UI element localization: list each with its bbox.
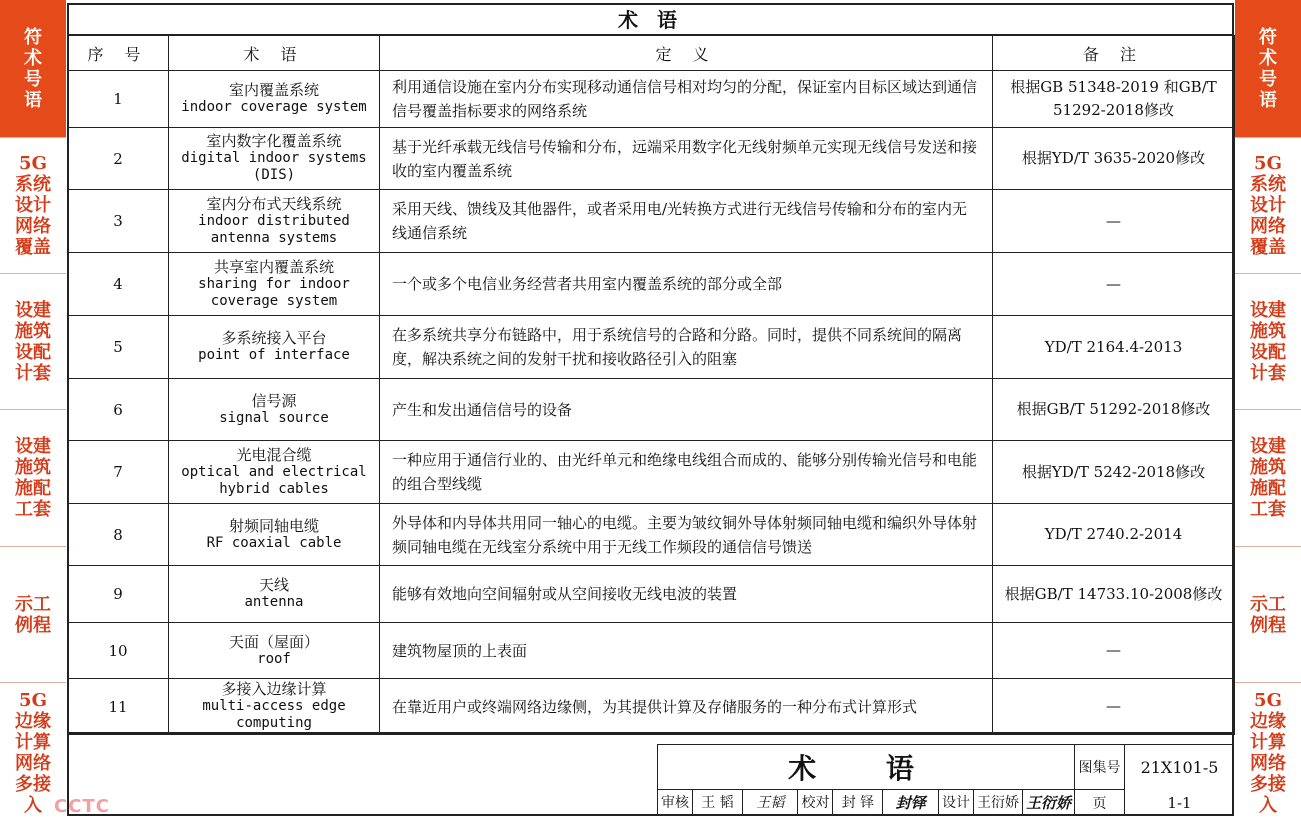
- side-tab-5g-mec[interactable]: 5G边缘计算网络多接入: [0, 682, 66, 823]
- header-note: 备 注: [993, 36, 1235, 71]
- side-tab-building-construction[interactable]: 设建施筑施配工套: [0, 409, 66, 546]
- cctc-watermark: CCTC: [54, 796, 110, 817]
- table-row: 3 室内分布式天线系统 indoor distributed antenna systems 采用天线、馈线及其他器件，或者采用电/光转换方式进行无线信号传输和分布的室内无线通信系统 —: [68, 190, 1235, 253]
- right-sidebar: [1235, 0, 1301, 823]
- side-tab-building-construction-right[interactable]: 设建施筑施配工套: [1235, 409, 1301, 546]
- table-row: 10 天面（屋面） roof 建筑物屋顶的上表面 —: [68, 623, 1235, 679]
- table-row: 8 射频同轴电缆 RF coaxial cable 外导体和内导体共用同一轴心的电缆。主要为皱纹铜外导体射频同轴电缆和编织外导体射频同轴电缆在无线室分系统中用于无线工作频段的通信信号馈送 YD/T 2740.2-2014: [68, 504, 1235, 566]
- page-label: 页: [1074, 790, 1124, 816]
- table-row: 4 共享室内覆盖系统 sharing for indoor coverage system 一个或多个电信业务经营者共用室内覆盖系统的部分或全部 —: [68, 253, 1235, 316]
- footer-divider: [67, 732, 1234, 734]
- signature-row: [657, 790, 1074, 816]
- review-name: 王 韬: [693, 790, 743, 816]
- side-tab-5g-coverage-right[interactable]: 5G系统设计网络覆盖: [1235, 137, 1301, 273]
- side-tab-terms[interactable]: 符术号语: [0, 0, 66, 137]
- title-block: [657, 744, 1234, 816]
- header-definition: 定 义: [380, 36, 993, 71]
- side-tab-examples-right[interactable]: 示工例程: [1235, 546, 1301, 682]
- design-name: 王衍娇: [974, 790, 1023, 816]
- design-label: 设计: [939, 790, 974, 816]
- table-row: 1 室内覆盖系统 indoor coverage system 利用通信设施在室内分布实现移动通信信号相对均匀的分配，保证室内目标区域达到通信信号覆盖指标要求的网络系统 根据GB 51348-2019 和GB/T 51292-2018修改: [68, 71, 1235, 128]
- review-label: 审核: [658, 790, 693, 816]
- table-row: 6 信号源 signal source 产生和发出通信信号的设备 根据GB/T 51292-2018修改: [68, 379, 1235, 441]
- check-name: 封 铎: [833, 790, 883, 816]
- check-label: 校对: [798, 790, 833, 816]
- side-tab-terms-right[interactable]: 符术号语: [1235, 0, 1301, 137]
- atlas-label: 图集号: [1074, 744, 1124, 790]
- atlas-number: 21X101-5: [1124, 744, 1234, 790]
- side-tab-examples[interactable]: 示工例程: [0, 546, 66, 682]
- page-number: 1-1: [1124, 790, 1234, 816]
- header-term: 术 语: [169, 36, 380, 71]
- side-tab-5g-mec-right[interactable]: 5G边缘计算网络多接入: [1235, 682, 1301, 823]
- header-no: 序 号: [68, 36, 169, 71]
- table-row: 5 多系统接入平台 point of interface 在多系统共享分布链路中，用于系统信号的合路和分路。同时，提供不同系统间的隔离度，解决系统之间的发射干扰和接收路径引入的阻塞 YD/T 2164.4-2013: [68, 316, 1235, 379]
- table-header-row: [68, 36, 1235, 71]
- table-row: 9 天线 antenna 能够有效地向空间辐射或从空间接收无线电波的装置 根据GB/T 14733.10-2008修改: [68, 566, 1235, 623]
- side-tab-building-design[interactable]: 设建施筑设配计套: [0, 273, 66, 409]
- design-signature: 王衍娇: [1025, 794, 1071, 812]
- table-row: 7 光电混合缆 optical and electrical hybrid cables 一种应用于通信行业的、由光纤单元和绝缘电线组合而成的、能够分别传输光信号和电能的组合型线缆 根据YD/T 5242-2018修改: [68, 441, 1235, 504]
- page-title: 术 语: [67, 3, 1234, 35]
- side-tab-5g-coverage[interactable]: 5G系统设计网络覆盖: [0, 137, 66, 273]
- review-signature: 王韬: [743, 790, 799, 816]
- check-signature: 封铎: [883, 790, 939, 816]
- left-sidebar: [0, 0, 66, 823]
- side-tab-building-design-right[interactable]: 设建施筑设配计套: [1235, 273, 1301, 409]
- terms-table: [67, 35, 1235, 735]
- table-row: 11 多接入边缘计算 multi-access edge computing 在靠近用户或终端网络边缘侧，为其提供计算及存储服务的一种分布式计算形式 —: [68, 679, 1235, 735]
- title-block-name: 术 语: [657, 744, 1074, 790]
- table-row: 2 室内数字化覆盖系统 digital indoor systems (DIS) 基于光纤承载无线信号传输和分布，远端采用数字化无线射频单元实现无线信号发送和接收的室内覆盖系统 根据YD/T 3635-2020修改: [68, 128, 1235, 190]
